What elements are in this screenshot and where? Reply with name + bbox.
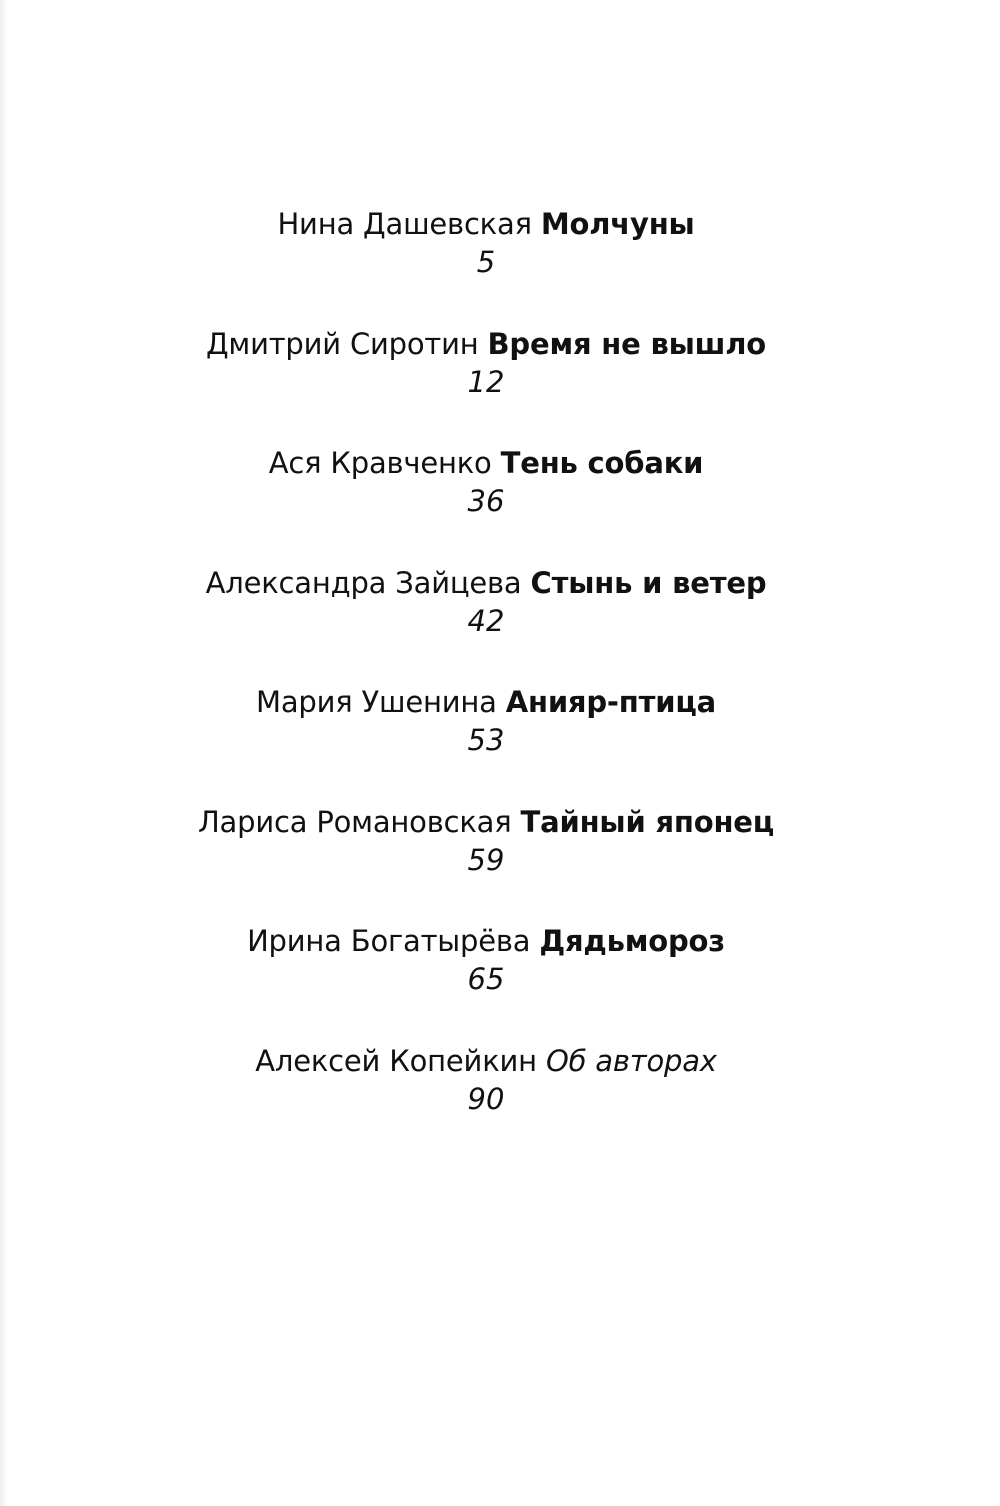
toc-entry[interactable] — [277, 204, 694, 324]
toc-title: Время не вышло — [487, 326, 767, 361]
toc-entry-line — [255, 1041, 717, 1081]
toc-entry-line — [247, 921, 725, 961]
table-of-contents — [0, 204, 972, 1160]
toc-author: Ирина Богатырёва — [247, 924, 531, 958]
toc-entry[interactable] — [206, 324, 766, 444]
toc-page-number: 36 — [467, 484, 505, 518]
toc-entry-line — [206, 563, 767, 603]
toc-page-number: 65 — [467, 962, 505, 996]
toc-page-number: 12 — [467, 364, 505, 399]
toc-entry[interactable] — [269, 443, 704, 563]
toc-title: Анияр-птица — [505, 685, 716, 719]
toc-author: Александра Зайцева — [205, 565, 522, 600]
toc-title: Стынь и ветер — [530, 565, 767, 600]
toc-entry[interactable] — [247, 921, 725, 1041]
toc-page-number: 59 — [467, 842, 505, 877]
toc-page-number: 5 — [476, 245, 496, 279]
toc-author: Ася Кравченко — [268, 446, 492, 480]
toc-title: Дядьмороз — [539, 924, 725, 958]
toc-title: Молчуны — [540, 207, 695, 241]
toc-author: Лариса Романовская — [197, 804, 512, 839]
toc-title: Тень собаки — [500, 446, 704, 480]
toc-entry[interactable] — [198, 802, 774, 922]
toc-author: Нина Дашевская — [277, 207, 532, 241]
toc-entry-line — [277, 204, 694, 244]
toc-entry[interactable] — [256, 682, 716, 802]
toc-entry-line — [256, 682, 716, 722]
toc-author: Алексей Копейкин — [255, 1043, 537, 1078]
toc-entry-line — [198, 802, 774, 842]
toc-entry-line — [206, 324, 766, 364]
toc-entry[interactable] — [206, 563, 767, 683]
toc-entry[interactable] — [255, 1041, 717, 1161]
toc-author: Дмитрий Сиротин — [205, 326, 479, 361]
toc-page-number: 90 — [467, 1081, 505, 1116]
toc-title: Об авторах — [545, 1043, 717, 1078]
toc-page-number: 42 — [467, 603, 505, 638]
toc-page-number: 53 — [467, 723, 505, 757]
toc-entry-line — [269, 443, 704, 483]
toc-title: Тайный японец — [520, 804, 775, 839]
toc-author: Мария Ушенина — [256, 685, 497, 719]
